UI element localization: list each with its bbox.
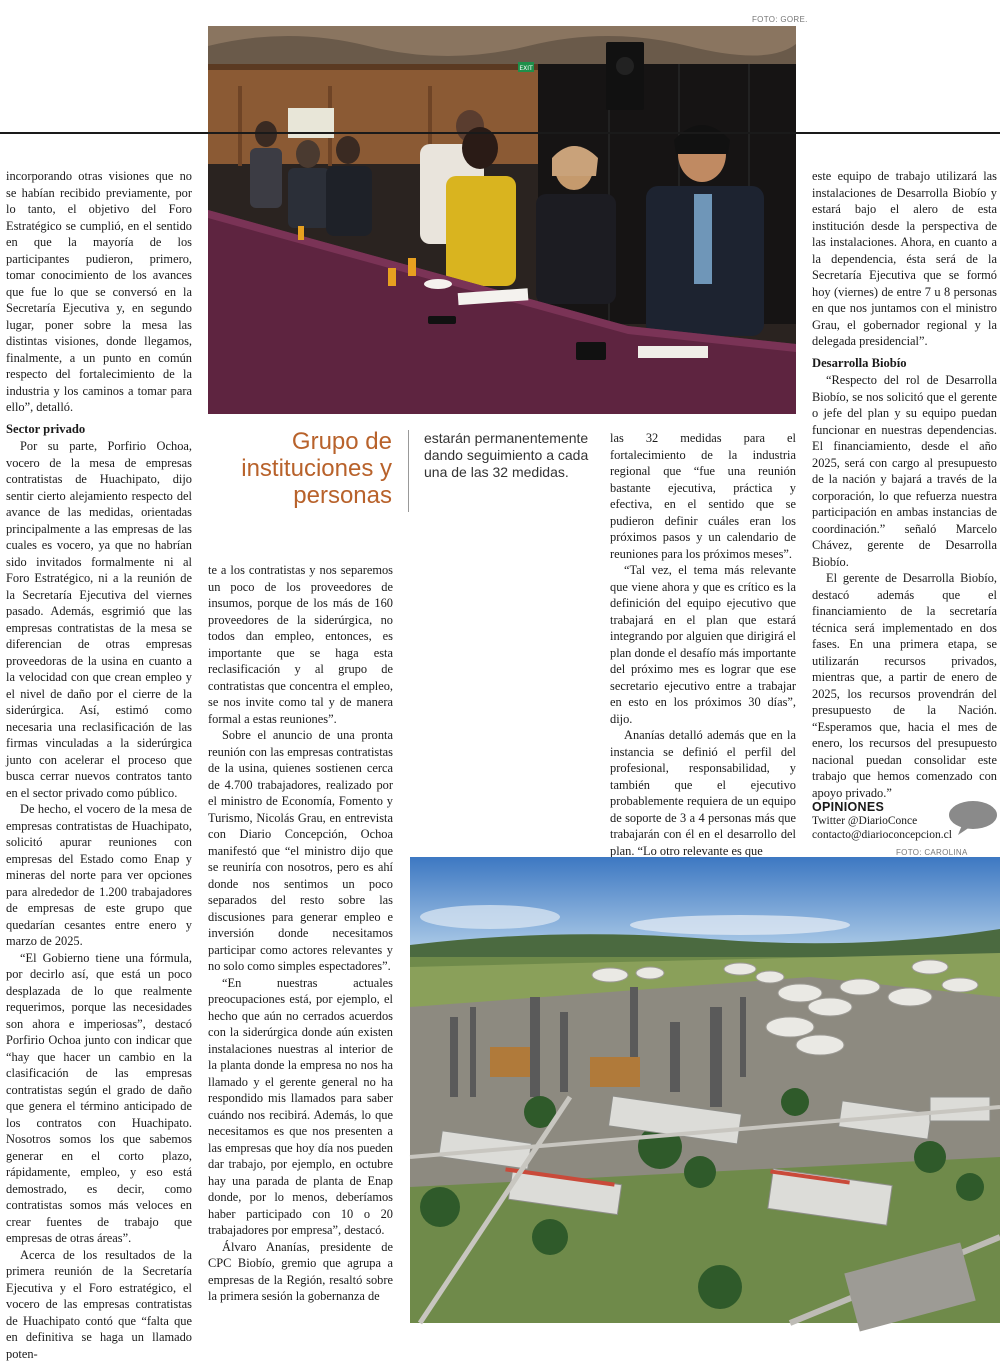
section-heading: Desarrolla Biobío bbox=[812, 355, 997, 372]
article-paragraph: Álvaro Ananías, presidente de CPC Biobío, gremio que agrupa a empresas de la Región, resaltó sobre la primera sesión la gobernanza de bbox=[208, 1239, 393, 1305]
article-paragraph: De hecho, el vocero de la mesa de empresas contratistas de Huachipato, solicitó apurar reuniones con empresas del Estado como Enap y mineras del norte para ver opciones para alrededor de 1.200 trabajadores de empresas de este grupo que quedarían cesantes entre enero y marzo de 2025. bbox=[6, 801, 192, 950]
article-paragraph: este equipo de trabajo utilizará las instalaciones de Desarrolla Biobío y estará bajo el alero de esta institución desde la perspectiva de las instalaciones. Ahora, en cuanto a la dependencia, ésta será de la Secretaría Ejecutiva que se formó hoy (viernes) de entre 7 u 8 personas en que nos juntamos con el ministro Grau, el gobernador regional y la delegada presidencial”. bbox=[812, 168, 997, 350]
pull-quote-divider bbox=[408, 430, 409, 512]
meeting-illustration bbox=[208, 26, 796, 414]
speech-bubble-icon bbox=[948, 800, 998, 836]
photo-credit-top: FOTO: GORE. bbox=[752, 15, 808, 24]
article-paragraph: Acerca de los resultados de la primera reunión de la Secretaría Ejecutiva y el Foro estratégico, el vocero de las empresas contratistas de Huachipato contó que “falta que en definitiva se haga un llamado poten- bbox=[6, 1247, 192, 1362]
article-paragraph: “Tal vez, el tema más relevante que viene ahora y que es crítico es la definición del equipo ejecutivo que trabajará en el plan que estará integrando por alguien que dirigirá el plan donde el desafío más importante del próximo mes es lograr que ese secretario ejecutivo entre a trabajar en esto en los próximos 30 días”, dijo. bbox=[610, 562, 796, 727]
article-column-3 bbox=[610, 430, 796, 850]
photo-credit-bottom: FOTO: CAROLINA bbox=[896, 848, 1000, 866]
section-rule bbox=[0, 132, 1000, 134]
article-paragraph: incorporando otras visiones que no se habían recibido previamente, por lo tanto, el objetivo del Foro Estratégico se cumplió, en el sentido en que la mayoría de los participantes pudieron, primero, tomar conocimiento de los avances que fue lo que se conversó en la Secretaría Ejecutiva y, en segundo lugar, poner sobre la mesa las distintas visiones, donde llegamos, finalmente, a un punto en común respecto del fortalecimiento de la industria y los caminos a tomar para ello”, detalló. bbox=[6, 168, 192, 416]
contact-email[interactable]: contacto@diarioconcepcion.cl bbox=[812, 828, 997, 842]
meeting-photo bbox=[208, 26, 796, 414]
twitter-handle[interactable]: Twitter @DiarioConce bbox=[812, 814, 997, 828]
article-column-2 bbox=[208, 562, 393, 1318]
exit-sign: EXIT bbox=[519, 65, 533, 72]
article-paragraph: te a los contratistas y nos separemos un poco de los proveedores de insumos, porque de los más de 160 proveedores de la siderúrgica, no todos dan empleo, entonces, es importante que se haga esta reclasificación y al grupo de contratistas que concentra el empleo, se nos invite como tal y de manera formal a estas reuniones”. bbox=[208, 562, 393, 727]
refinery-aerial-photo bbox=[410, 857, 1000, 1323]
article-paragraph: las 32 medidas para el fortalecimiento de la industria regional que “fue una reunión bastante ejecutiva, práctica y efectiva, en el sentido que se pudieron definir cuáles eran los próximos pasos y un calendario de reuniones para los próximos meses”. bbox=[610, 430, 796, 562]
article-paragraph: “Respecto del rol de Desarrolla Biobío, se nos solicitó que el gerente o jefe del plan y su equipo puedan funcionar en nuestras dependencias. El financiamiento, desde el año 2025, será con cargo al presupuesto de la nación y bajará a través de la corporación, lo que refuerza nuestra participación en ambas instancias de coordinación.” señaló Marcelo Chávez, gerente de Desarrolla Biobío. bbox=[812, 372, 997, 570]
article-paragraph: Sobre el anuncio de una pronta reunión con las empresas contratistas de la usina, quienes sostienen cerca de 4.700 trabajadores, realizado por el ministro de Economía, Fomento y Turismo, Nicolás Grau, en entrevista con Diario Concepción, Ochoa manifestó que “el ministro dijo que se reuniría con nosotros, pero es ahí donde nos sentimos un poco separados del resto sobre las discusiones para generar empleo e inversión donde necesitamos participar como actores relevantes y no solo como simples espectadores”. bbox=[208, 727, 393, 975]
pull-quote-text: estarán permanentemente dando seguimiento a cada una de las 32 medidas. bbox=[424, 430, 594, 481]
article-column-1 bbox=[6, 168, 192, 1318]
article-paragraph: “El Gobierno tiene una fórmula, por decirlo así, que está un poco desplazada de lo que realmente requerimos, porque las necesidades son ahora e imperiosas”, destacó Porfirio Ochoa junto con indicar que “hay que hacer un cambio en la clasificación de las empresas contratistas según el grado de daño que genera el término anticipado de los contratos con Huachipato. Nosotros somos los que sabemos generar en el corto plazo, rápidamente, empleo, y eso está demostrado, es decir, como contratistas somos más veloces en crear fuentes de trabajo que empresas de otras áreas”. bbox=[6, 950, 192, 1247]
article-column-4 bbox=[812, 168, 997, 794]
article-paragraph: Ananías detalló además que en la instancia se definió el perfil del profesional, responsabilidad, y también que el ejecutivo probablemente requiera de un equipo de soporte de 3 a 4 personas más que trabajarán con él en el desarrollo del plan. “Lo otro relevante es que bbox=[610, 727, 796, 859]
article-paragraph: El gerente de Desarrolla Biobío, destacó además que el financiamiento de la secretaría técnica será implementado en dos fases. En una primera etapa, se utilizarán recursos privados, mientras que, a partir de enero de 2025, los recursos provendrán del presupuesto de la Nación. “Esperamos que, hacia el mes de enero, los recursos del presupuesto nacional puedan consolidar este trabajo que hemos comenzado con apoyo privado.” bbox=[812, 570, 997, 801]
article-paragraph: Por su parte, Porfirio Ochoa, vocero de la mesa de empresas contratistas de Huachipato, dijo sentir cierto alejamiento respecto del avance de las medidas, orientadas principalmente a las empresas de las cuales es vocero, ya que no habrían sido invitados formalmente ni al Foro Estratégico, ni a la reunión de la Secretaría Ejecutiva del viernes pasado. Además, esgrimió que las empresas contratistas de la mesa se diferencian de otras empresas proveedoras de la usina en cuanto a la velocidad con que crean empleo y el nivel de daño por el cierre de la siderúrgica. Así, estimó como necesaria una reclasificación de las firmas vinculadas a la siderúrgica junto con acelerar el proceso que busca cerrar nuevos contratos tanto en el sector privado como público. bbox=[6, 438, 192, 801]
pull-quote-title: Grupo de instituciones y personas bbox=[208, 428, 392, 509]
article-paragraph: “En nuestras actuales preocupaciones está, por ejemplo, el hecho que aún no cerrados acuerdos con la siderúrgica donde aún existen instalaciones nuestras al interior de la planta donde la empresa no nos ha llamado y el gerente general no ha respondido mis llamados para saber cuándo nos recibirá. Además, lo que necesitamos es que nos presenten a las empresas que hoy día nos pueden dar trabajo, por ejemplo, en octubre hay una parada de planta de Enap donde, por lo menos, deberíamos haber participado con 10 o 20 trabajadores por empresa”, destacó. bbox=[208, 975, 393, 1239]
section-heading: Sector privado bbox=[6, 421, 192, 438]
refinery-illustration bbox=[410, 857, 1000, 1323]
opinions-title: OPINIONES bbox=[812, 800, 997, 814]
